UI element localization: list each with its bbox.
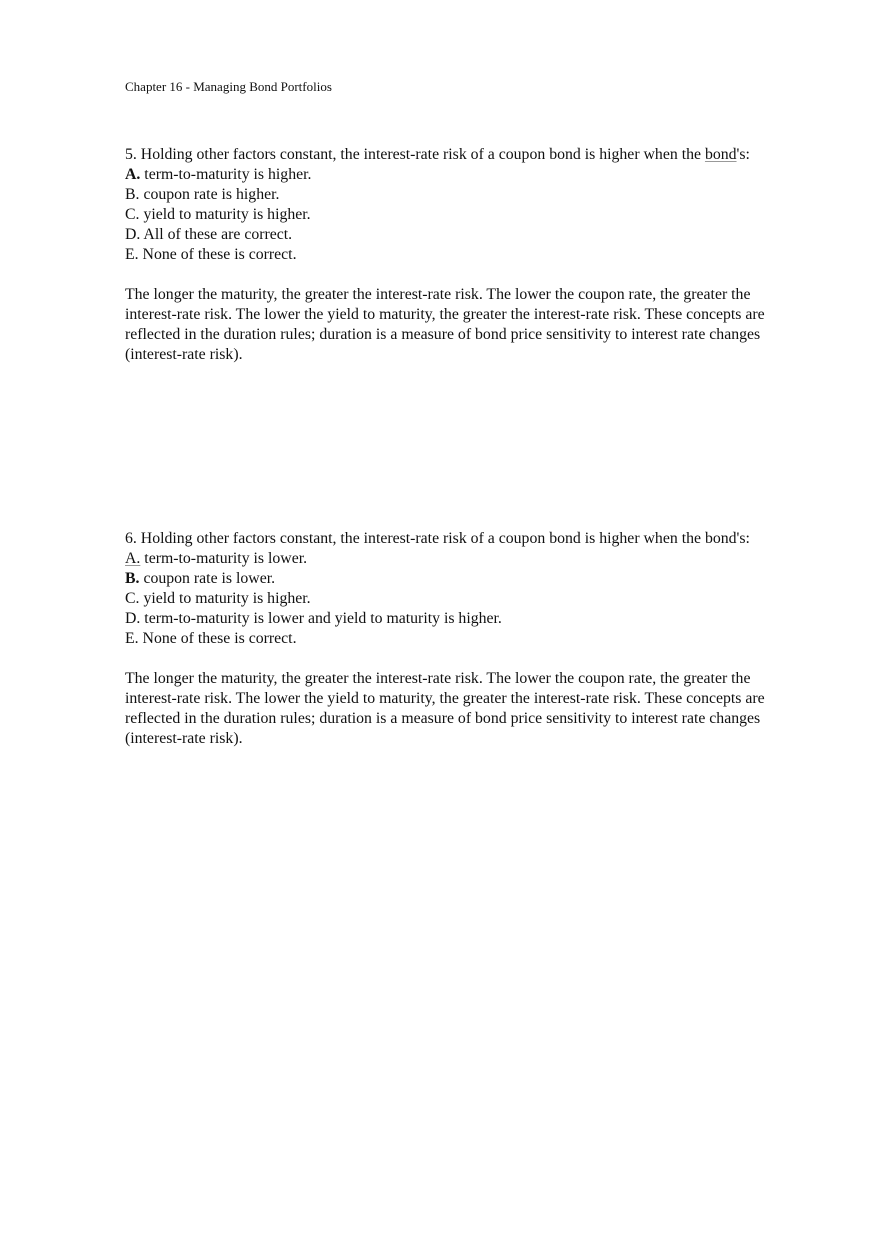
option-letter: C. — [125, 206, 140, 223]
question-5-stem-end: 's: — [736, 146, 750, 163]
option-text: None of these is correct. — [138, 246, 297, 263]
option-letter: B. — [125, 570, 140, 587]
chapter-header: Chapter 16 - Managing Bond Portfolios — [125, 79, 332, 94]
question-5-option-d — [125, 225, 785, 245]
option-text: yield to maturity is higher. — [139, 206, 311, 223]
option-text: yield to maturity is higher. — [139, 590, 311, 607]
question-6-explanation: The longer the maturity, the greater the interest-rate risk. The lower the coupon rate, the greater the interest-rate risk. The lower the yield to maturity, the greater the interest-rate risk. These concepts are reflected in the duration rules; duration is a measure of bond price sensitivity to interest rate changes (interest-rate risk). — [125, 670, 765, 747]
question-5-option-c — [125, 205, 785, 225]
question-5-options — [125, 165, 785, 265]
question-5-stem-underlined: bond — [704, 146, 737, 163]
option-text: None of these is correct. — [138, 630, 297, 647]
question-5-stem-start: 5. Holding other factors constant, the interest-rate risk of a coupon bond is higher when the — [125, 146, 705, 163]
option-letter: C. — [125, 590, 140, 607]
question-6-option-e — [125, 629, 785, 649]
question-5-option-a — [125, 165, 785, 185]
option-letter: D. — [125, 610, 141, 627]
option-text: All of these are correct. — [140, 226, 293, 243]
option-text: term-to-maturity is higher. — [140, 166, 312, 183]
option-letter: E. — [125, 630, 139, 647]
question-5-option-b — [125, 185, 785, 205]
question-6-option-b — [125, 569, 785, 589]
option-letter: A. — [125, 166, 141, 183]
option-letter: B. — [125, 186, 140, 203]
question-6-option-d — [125, 609, 785, 629]
question-5-explanation: The longer the maturity, the greater the interest-rate risk. The lower the coupon rate, the greater the interest-rate risk. The lower the yield to maturity, the greater the interest-rate risk. These concepts are reflected in the duration rules; duration is a measure of bond price sensitivity to interest rate changes (interest-rate risk). — [125, 286, 765, 363]
option-letter: E. — [125, 246, 139, 263]
option-text: term-to-maturity is lower. — [140, 550, 308, 567]
option-letter: A. — [125, 550, 141, 567]
question-6-options — [125, 549, 785, 649]
option-text: coupon rate is higher. — [139, 186, 280, 203]
option-text: term-to-maturity is lower and yield to maturity is higher. — [140, 610, 502, 627]
question-6 — [125, 529, 785, 749]
question-5-option-e — [125, 245, 785, 265]
option-letter: D. — [125, 226, 141, 243]
option-text: coupon rate is lower. — [139, 570, 276, 587]
question-6-stem: 6. Holding other factors constant, the interest-rate risk of a coupon bond is higher when the bond's: — [125, 530, 750, 547]
question-6-option-a — [125, 549, 785, 569]
question-5 — [125, 145, 785, 365]
question-5-stem — [125, 145, 785, 165]
question-6-option-c — [125, 589, 785, 609]
